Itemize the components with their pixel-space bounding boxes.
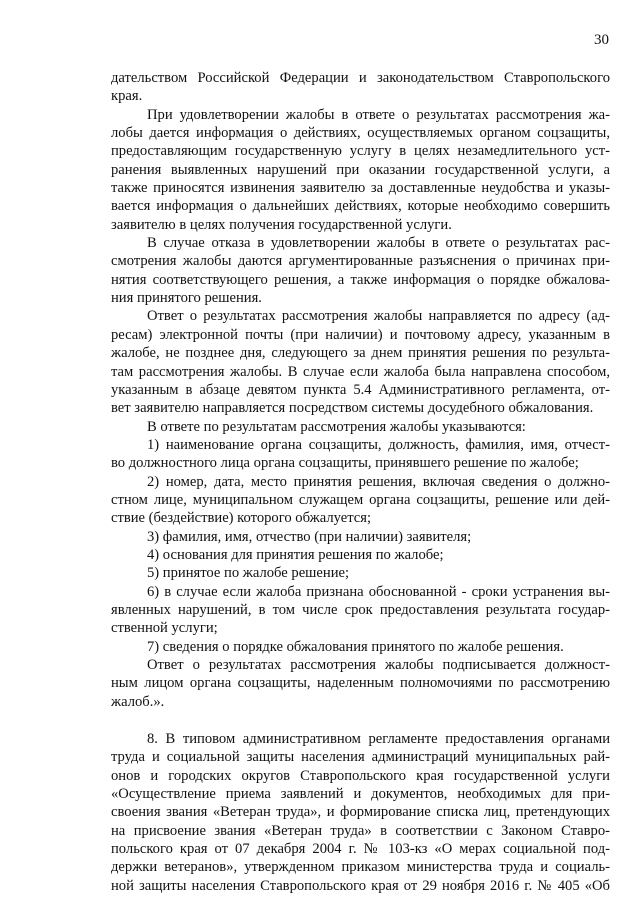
text-line: ресам) электронной почты (при наличии) и почтовому адресу, указанным в (111, 326, 610, 343)
text-line: «Осуществление приема заявлений и документов, необходимых для при- (111, 786, 610, 803)
text-line: явленных нарушений, в том числе срок предоставления результата государ- (111, 601, 610, 618)
document-body (111, 69, 610, 895)
paragraph (111, 307, 610, 417)
text-line: ствие (бездействие) которого обжалуется; (111, 510, 371, 527)
paragraph (111, 473, 610, 528)
text-line: дательством Российской Федерации и законодательством Ставропольского (111, 70, 610, 86)
text-line: ным лицом органа соцзащиты, наделенным полномочиями по рассмотрению (111, 675, 610, 692)
page-number: 30 (594, 32, 609, 48)
text-line: При удовлетворении жалобы в ответе о результатах рассмотрения жа- (147, 106, 610, 123)
paragraph (111, 656, 610, 711)
text-line: онов и городских округов Ставропольского края государственной услуги (111, 767, 610, 784)
paragraph (111, 564, 610, 582)
text-line: на присвоение звания «Ветеран труда» в соответствии с Законом Ставро- (111, 822, 610, 839)
text-line: 1) наименование органа соцзащиты, должность, фамилия, имя, отчест- (147, 436, 610, 453)
paragraph (111, 528, 610, 546)
paragraph (111, 638, 610, 656)
text-line: труда и социальной защиты населения администраций муниципальных рай- (111, 749, 610, 766)
text-line: В случае отказа в удовлетворении жалобы в ответе о результатах рас- (147, 235, 610, 252)
text-line: польского края от 07 декабря 2004 г. № 103-кз «О мерах социальной под- (111, 841, 610, 858)
text-line: Ответ о результатах рассмотрения жалобы направляется по адресу (ад- (147, 308, 610, 325)
text-line: жалоб.». (111, 693, 165, 710)
text-line: лобы дается информация о действиях, осуществляемых органом соцзащиты, (111, 125, 610, 142)
paragraph (111, 730, 610, 895)
text-line: указанным в абзаце девятом пункта 5.4 Административного регламента, от- (111, 381, 610, 398)
text-line: жалобе, не позднее дня, следующего за днем принятия решения по результа- (111, 345, 610, 362)
text-line: 7) сведения о порядке обжалования принятого по жалобе решения. (147, 638, 564, 655)
text-line: 6) в случае если жалоба признана обоснованной - сроки устранения вы- (147, 583, 610, 600)
text-line: края. (111, 88, 143, 105)
text-line: предоставляющим государственную услугу в целях незамедлительного уст- (111, 143, 610, 160)
paragraph (111, 234, 610, 307)
text-line: там рассмотрения жалобы. В случае если жалоба была направлена способом, (111, 363, 610, 380)
text-line: держки ветеранов», утвержденном приказом министерства труда и социаль- (111, 859, 610, 876)
text-line: 5) принятое по жалобе решение; (147, 565, 350, 582)
paragraph (111, 436, 610, 473)
text-line: своения звания «Ветеран труда», и формирование списка лиц, претендующих (111, 804, 610, 821)
paragraph (111, 546, 610, 564)
text-line: 8. В типовом административном регламенте предоставления органами (147, 731, 610, 748)
text-line: стном лице, муниципальном служащем органа соцзащиты, решение или дей- (111, 491, 610, 508)
text-line: Ответ о результатах рассмотрения жалобы подписывается должност- (147, 657, 610, 673)
text-line: вается информация о дальнейших действиях, которые необходимо совершить (111, 198, 610, 215)
paragraph (111, 418, 610, 436)
text-line: ния принятого решения. (111, 290, 262, 307)
text-line: 4) основания для принятия решения по жалобе; (147, 546, 444, 563)
text-line: 2) номер, дата, место принятия решения, включая сведения о должно- (147, 473, 610, 490)
text-line: смотрения жалобы даются аргументированные разъяснения о причинах при- (111, 253, 610, 270)
text-line: нятия соответствующего решения, а также информация о порядке обжалова- (111, 271, 610, 288)
paragraph (111, 69, 610, 106)
text-line: В ответе по результатам рассмотрения жалобы указываются: (147, 418, 526, 435)
text-line: также приносятся извинения заявителю за доставленные неудобства и указы- (111, 180, 610, 197)
text-line: ранения выявленных нарушений при оказании государственной услуги, а (111, 161, 610, 178)
paragraph (111, 583, 610, 638)
text-line: ственной услуги; (111, 620, 218, 637)
text-line: заявителю в целях получения государственной услуги. (111, 216, 452, 233)
paragraph-gap (111, 711, 610, 730)
paragraph (111, 106, 610, 234)
text-line: вет заявителю направляется посредством системы досудебного обжалования. (111, 400, 594, 417)
text-line: во должностного лица органа соцзащиты, принявшего решение по жалобе; (111, 455, 579, 472)
text-line: 3) фамилия, имя, отчество (при наличии) заявителя; (147, 528, 472, 545)
text-line: ной защиты населения Ставропольского края от 29 ноября 2016 г. № 405 «Об (111, 877, 610, 894)
